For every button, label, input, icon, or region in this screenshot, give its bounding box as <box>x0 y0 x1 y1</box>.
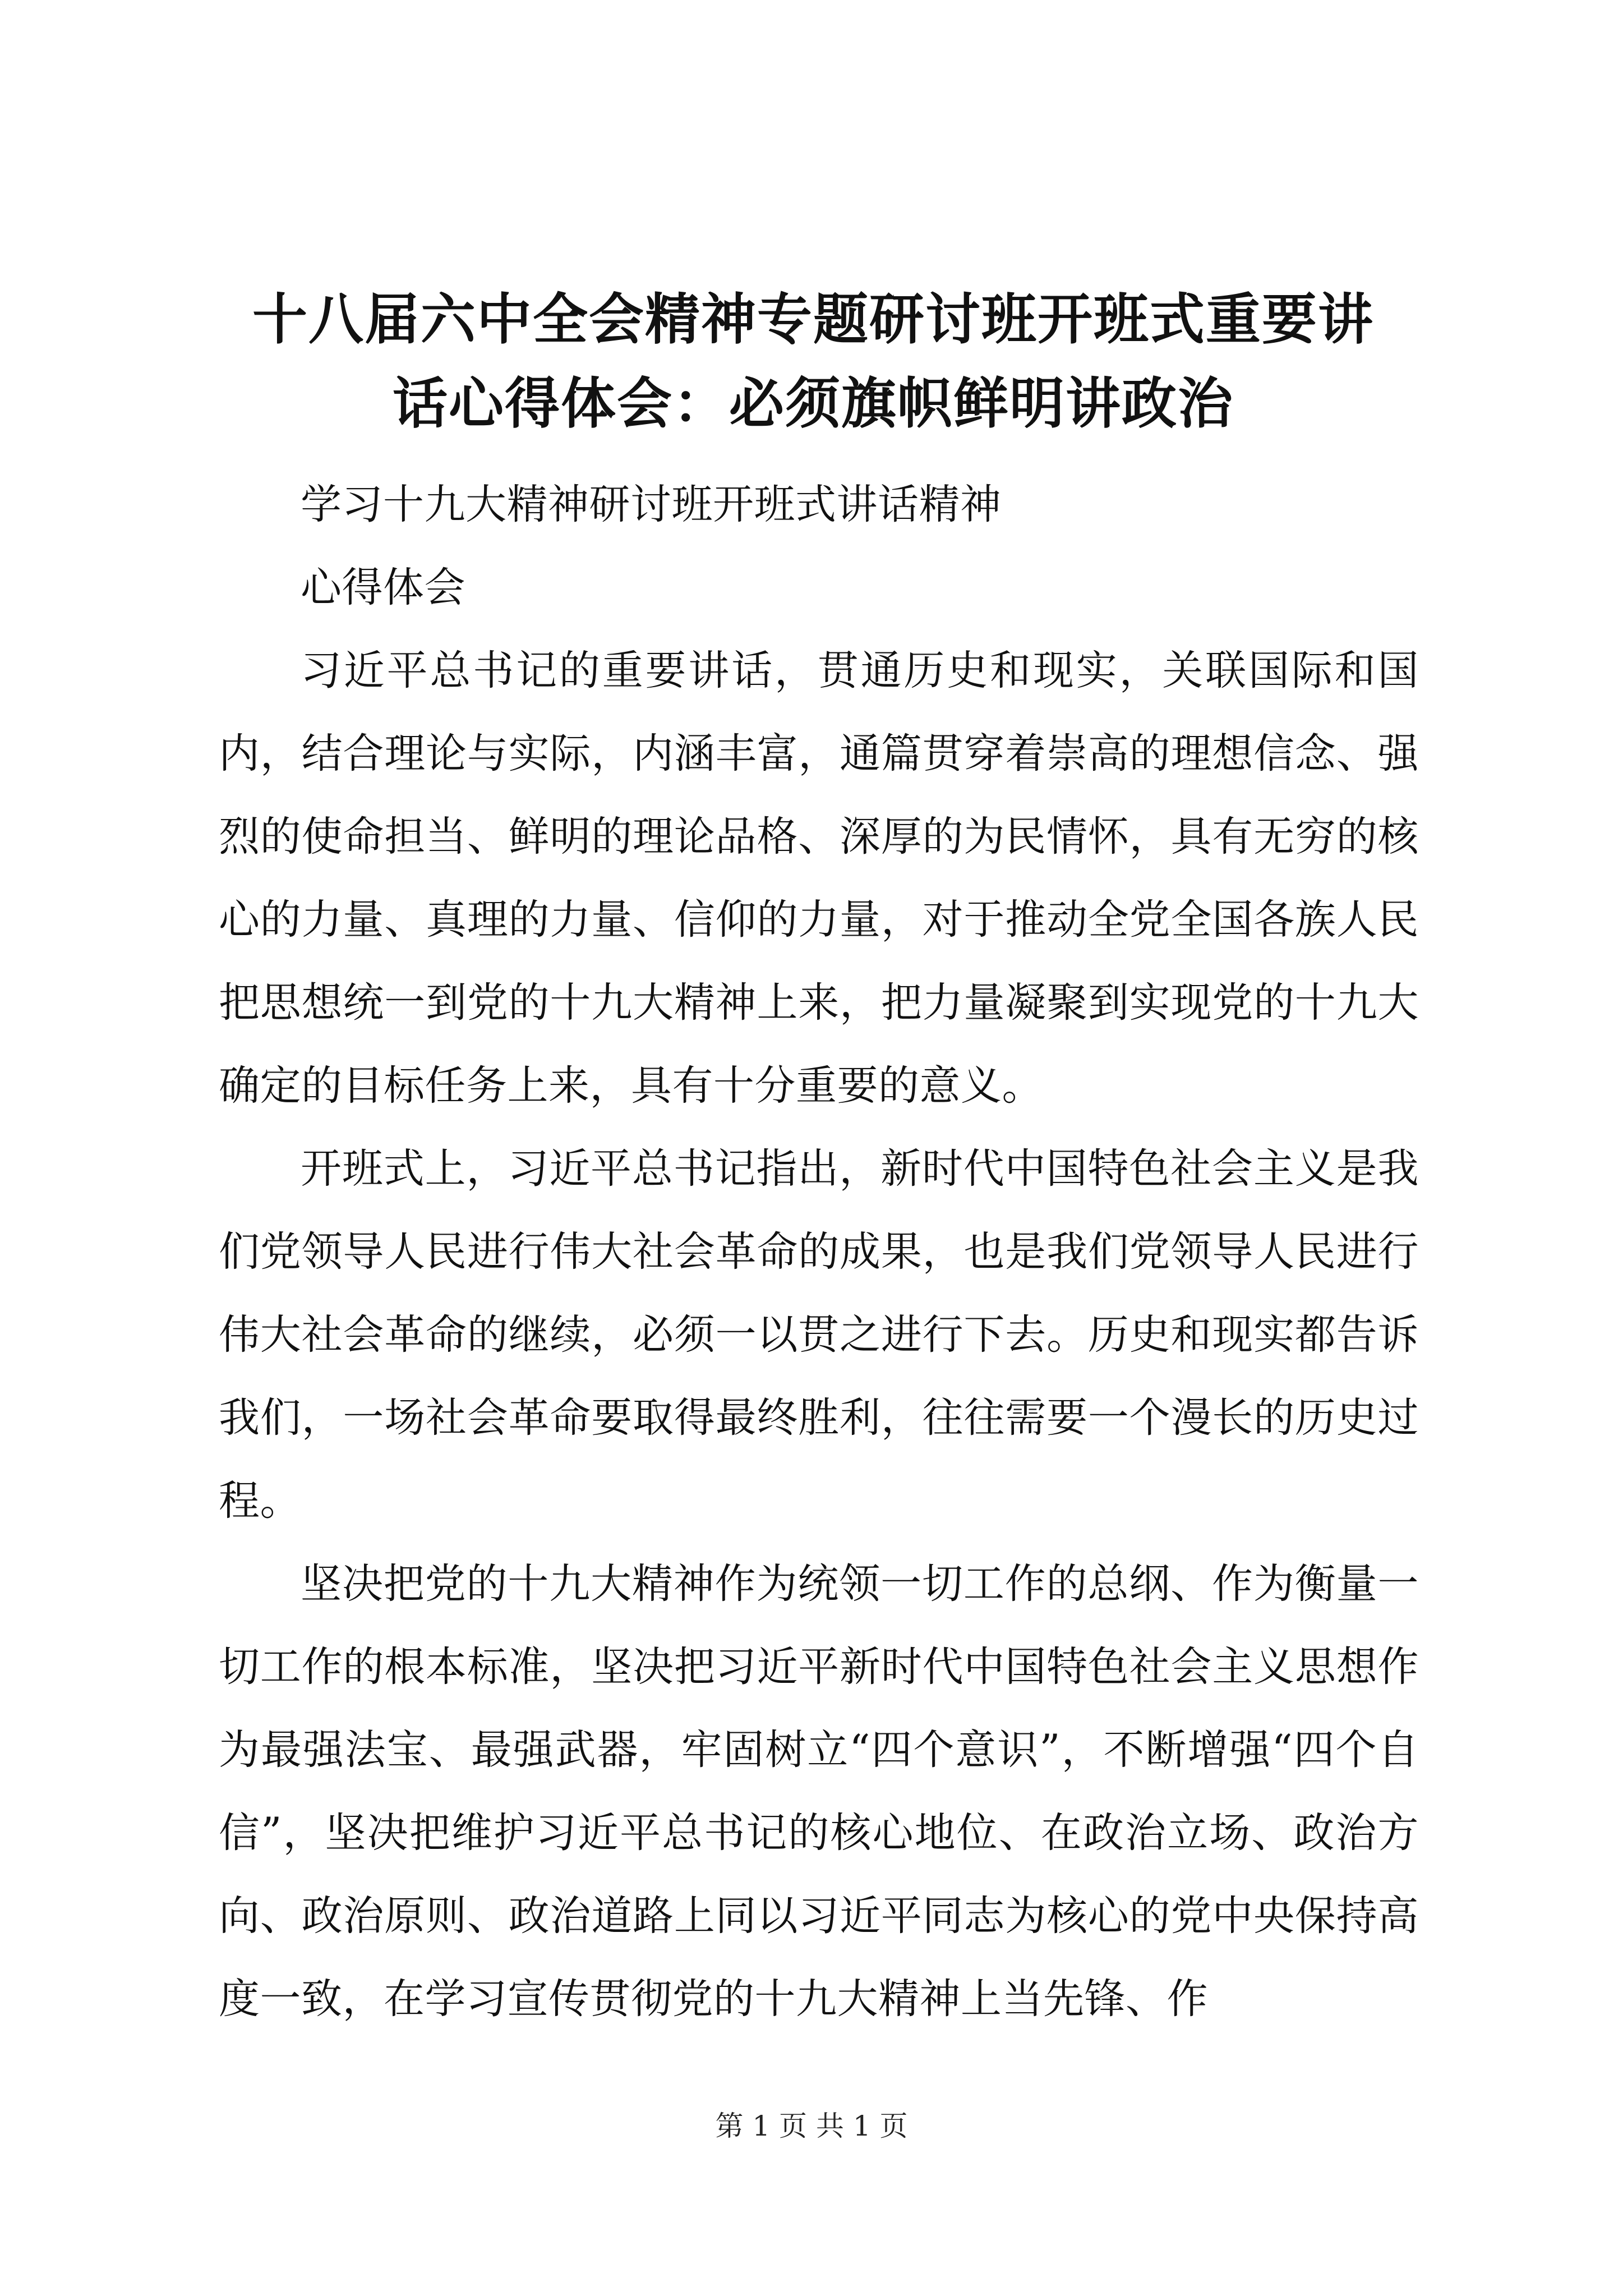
subtitle-line-2: 心得体会 <box>301 564 465 611</box>
document-title-line-1: 十八届六中全会精神专题研讨班开班式重要讲 <box>252 287 1374 352</box>
body-paragraph: 开班式上，习近平总书记指出，新时代中国特色社会主义是我们党领导人民进行伟大社会革命的成果，也是我们党领导人民进行伟大社会革命的继续，必须一以贯之进行下去。历史和现实都告诉我们，一场社会革命要取得最终胜利，往往需要一个漫长的历史过程。 <box>219 1145 1419 1525</box>
page-number-footer: 第 1 页 共 1 页 <box>715 2110 908 2142</box>
document-body <box>219 463 1419 2041</box>
document-title <box>208 278 1419 446</box>
body-paragraph: 习近平总书记的重要讲话，贯通历史和现实，关联国际和国内，结合理论与实际，内涵丰富，通篇贯穿着崇高的理想信念、强烈的使命担当、鲜明的理论品格、深厚的为民情怀，具有无穷的核心的力量、真理的力量、信仰的力量，对于推动全党全国各族人民把思想统一到党的十九大精神上来，把力量凝聚到实现党的十九大确定的目标任务上来，具有十分重要的意义。 <box>219 647 1419 1110</box>
body-paragraph: 坚决把党的十九大精神作为统领一切工作的总纲、作为衡量一切工作的根本标准，坚决把习近平新时代中国特色社会主义思想作为最强法宝、最强武器，牢固树立“四个意识”，不断增强“四个自信”，坚决把维护习近平总书记的核心地位、在政治立场、政治方向、政治原则、政治道路上同以习近平同志为核心的党中央保持高度一致，在学习宣传贯彻党的十九大精神上当先锋、作 <box>219 1560 1419 2023</box>
document-title-line-2: 话心得体会：必须旗帜鲜明讲政治 <box>392 371 1234 436</box>
subtitle-line: 学习十九大精神研讨班开班式讲话精神 <box>301 481 1002 528</box>
